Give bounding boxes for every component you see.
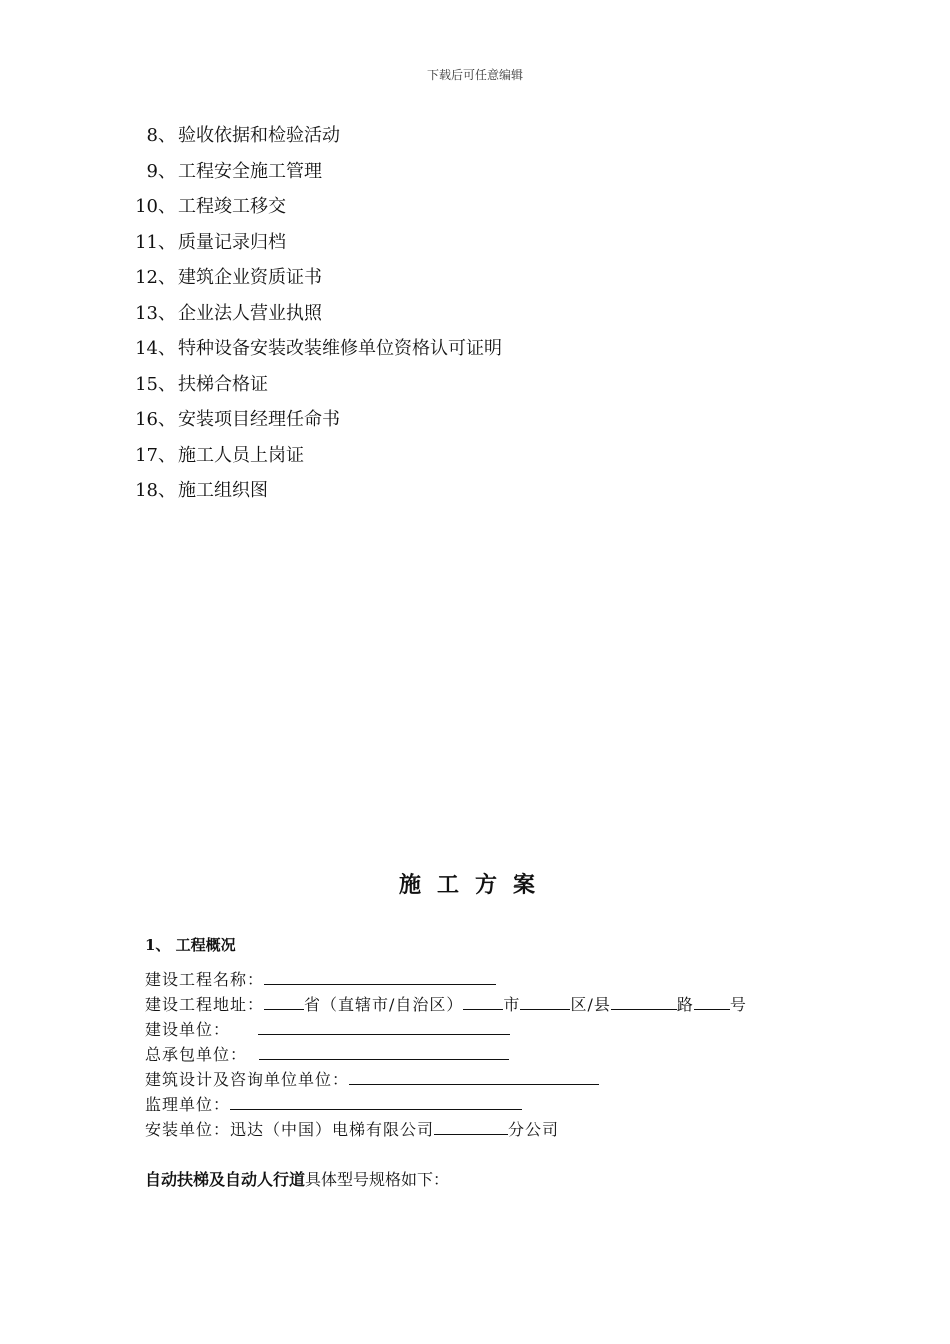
list-separator: 、 [158, 160, 176, 182]
list-number: 18 [135, 480, 158, 501]
list-item [120, 477, 502, 513]
list-separator: 、 [158, 444, 176, 466]
project-name-label: 建设工程名称： [145, 970, 265, 989]
document-list [120, 122, 502, 513]
list-number: 9 [146, 160, 158, 182]
section-title: 施工方案 [398, 872, 551, 898]
address-label: 建设工程地址： [145, 995, 265, 1014]
spec-text: 具体型号规格如下： [305, 1170, 450, 1189]
list-separator: 、 [158, 338, 176, 359]
list-text: 扶梯合格证 [178, 373, 268, 395]
list-item [120, 229, 502, 265]
district-label: 区/县 [570, 995, 611, 1014]
design-unit-blank[interactable] [349, 1068, 599, 1085]
list-item [120, 193, 502, 229]
general-contractor-blank[interactable] [259, 1043, 509, 1060]
list-item [120, 442, 502, 478]
branch-label: 分公司 [508, 1120, 560, 1139]
list-text: 特种设备安装改装维修单位资格认可证明 [178, 338, 502, 359]
general-contractor-field [145, 1042, 747, 1067]
installer-label: 安装单位：迅达（中国）电梯有限公司 [145, 1120, 435, 1139]
province-label: 省（直辖市/自治区） [304, 995, 464, 1014]
number-blank[interactable] [694, 993, 730, 1010]
list-text: 企业法人营业执照 [178, 302, 322, 324]
general-contractor-label: 总承包单位： [145, 1045, 248, 1064]
list-number: 17 [135, 444, 158, 466]
builder-label: 建设单位： [145, 1020, 231, 1039]
installer-field [145, 1117, 747, 1142]
list-number: 15 [135, 373, 158, 395]
province-blank[interactable] [264, 993, 304, 1010]
list-separator: 、 [158, 267, 176, 288]
list-number: 10 [135, 196, 158, 217]
list-text: 施工组织图 [178, 480, 268, 501]
list-number: 11 [135, 231, 158, 253]
list-item [120, 406, 502, 442]
list-text: 建筑企业资质证书 [178, 267, 322, 288]
list-separator: 、 [158, 409, 176, 430]
list-separator: 、 [158, 231, 176, 253]
list-text: 安装项目经理任命书 [178, 409, 340, 430]
builder-blank[interactable] [258, 1018, 510, 1035]
spec-bold-text: 自动扶梯及自动人行道 [145, 1170, 306, 1189]
section-heading: 1、 工程概况 [145, 936, 236, 954]
list-item [120, 158, 502, 194]
list-separator: 、 [158, 373, 176, 395]
road-blank[interactable] [611, 993, 677, 1010]
header-note: 下载后可任意编辑 [426, 68, 523, 82]
city-label: 市 [503, 995, 521, 1014]
builder-field [145, 1017, 747, 1042]
list-item [120, 122, 502, 158]
list-item [120, 264, 502, 300]
project-name-field [145, 967, 747, 992]
supervisor-field [145, 1092, 747, 1117]
spec-line [145, 1167, 449, 1190]
list-separator: 、 [158, 196, 176, 217]
list-text: 质量记录归档 [178, 231, 286, 253]
design-unit-label: 建筑设计及咨询单位单位： [145, 1070, 350, 1089]
list-number: 14 [135, 338, 158, 359]
list-text: 工程竣工移交 [178, 196, 286, 217]
road-label: 路 [676, 995, 694, 1014]
supervisor-label: 监理单位： [145, 1095, 231, 1114]
project-name-blank[interactable] [264, 968, 496, 985]
project-overview-fields [145, 967, 747, 1142]
list-separator: 、 [158, 480, 176, 501]
list-text: 工程安全施工管理 [178, 160, 322, 182]
list-number: 16 [135, 409, 158, 430]
number-label: 号 [729, 995, 747, 1014]
list-text: 验收依据和检验活动 [178, 125, 340, 146]
list-separator: 、 [158, 302, 176, 324]
city-blank[interactable] [463, 993, 503, 1010]
list-number: 13 [135, 302, 158, 324]
design-unit-field [145, 1067, 747, 1092]
branch-blank[interactable] [434, 1118, 508, 1135]
list-number: 8 [146, 125, 158, 146]
list-text: 施工人员上岗证 [178, 444, 304, 466]
district-blank[interactable] [520, 993, 570, 1010]
list-number: 12 [135, 267, 158, 288]
list-separator: 、 [158, 125, 176, 146]
project-address-field [145, 992, 747, 1017]
list-item [120, 300, 502, 336]
list-item [120, 335, 502, 371]
supervisor-blank[interactable] [230, 1093, 522, 1110]
list-item [120, 371, 502, 407]
